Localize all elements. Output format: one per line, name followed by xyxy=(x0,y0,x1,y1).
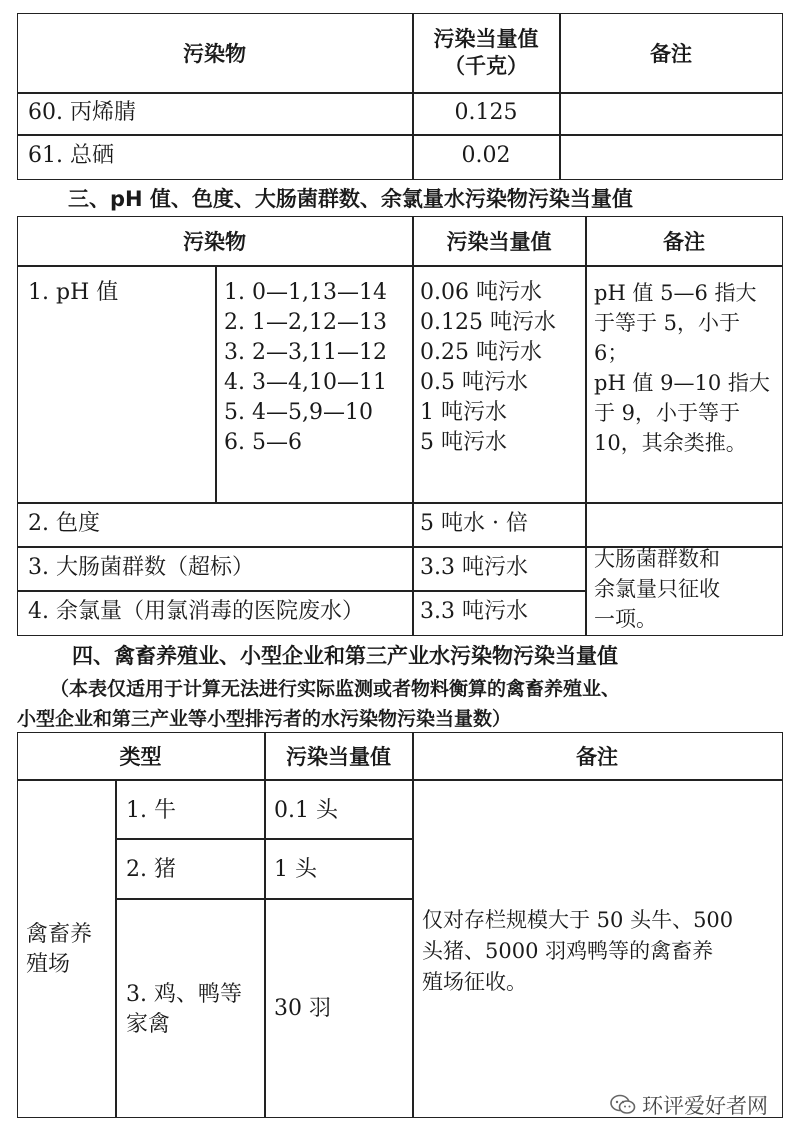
row-value: 0.02 xyxy=(461,143,511,168)
category-livestock-farm: 禽畜养 殖场 xyxy=(26,922,93,977)
divider xyxy=(17,92,783,94)
livestock-note: 仅对存栏规模大于 50 头牛、500 头猪、5000 羽鸡鸭等的禽畜养 殖场征收。 xyxy=(422,908,734,994)
divider xyxy=(17,134,783,136)
row-value: 30 羽 xyxy=(274,996,331,1021)
divider xyxy=(412,216,414,636)
row-value: 3.3 吨污水 xyxy=(420,555,528,580)
row-name: 2. 色度 xyxy=(28,511,100,536)
header-note: 备注 xyxy=(576,744,618,769)
ph-range: 6. 5—6 xyxy=(224,430,302,455)
row-name: 60. 丙烯腈 xyxy=(28,100,136,125)
watermark xyxy=(610,1090,768,1120)
shared-note: 大肠菌群数和 余氯量只征收 一项。 xyxy=(594,547,720,631)
ph-range: 4. 3—4,10—11 xyxy=(224,370,387,395)
row-name: 3. 鸡、鸭等 家禽 xyxy=(126,982,242,1037)
divider xyxy=(585,216,587,636)
ph-name: 1. pH 值 xyxy=(28,280,119,305)
ph-range: 1. 0—1,13—14 xyxy=(224,280,387,305)
ph-range: 3. 2—3,11—12 xyxy=(224,340,387,365)
section4-subtitle-line2: 小型企业和第三产业等小型排污者的水污染物污染当量数） xyxy=(17,708,512,730)
divider xyxy=(412,732,414,1118)
ph-value: 5 吨污水 xyxy=(420,430,507,455)
row-value: 3.3 吨污水 xyxy=(420,599,528,624)
row-name: 3. 大肠菌群数（超标） xyxy=(28,555,254,580)
divider xyxy=(17,546,585,548)
wechat-icon xyxy=(610,1094,636,1116)
header-pollutant: 污染物 xyxy=(183,229,246,254)
ph-note: pH 值 5—6 指大 于等于 5，小于 6； pH 值 9—10 指大 于 9，小于等于 10，其余类推。 xyxy=(594,281,770,455)
row-name: 4. 余氯量（用氯消毒的医院废水） xyxy=(28,599,364,624)
ph-range: 5. 4—5,9—10 xyxy=(224,400,373,425)
ph-value: 0.5 吨污水 xyxy=(420,370,528,395)
row-value: 0.125 xyxy=(454,100,518,125)
row-value: 1 头 xyxy=(274,857,317,882)
watermark-text: 环评爱好者网 xyxy=(642,1094,768,1118)
ph-values-list xyxy=(420,278,556,458)
divider xyxy=(17,779,783,781)
ph-ranges-list xyxy=(224,278,387,458)
header-note: 备注 xyxy=(650,41,692,66)
header-note: 备注 xyxy=(663,229,705,254)
section4-subtitle-line1: （本表仅适用于计算无法进行实际监测或者物料衡算的禽畜养殖业、 xyxy=(50,678,621,700)
ph-value: 1 吨污水 xyxy=(420,400,507,425)
ph-range: 2. 1—2,12—13 xyxy=(224,310,387,335)
divider xyxy=(17,590,585,592)
row-name: 1. 牛 xyxy=(126,798,176,823)
divider xyxy=(264,732,266,1118)
header-equivalent-value: 污染当量值 xyxy=(286,744,391,769)
header-type: 类型 xyxy=(119,744,162,769)
row-value: 0.1 头 xyxy=(274,798,338,823)
section4-title: 四、禽畜养殖业、小型企业和第三产业水污染物污染当量值 xyxy=(72,644,618,668)
row-name: 2. 猪 xyxy=(126,857,176,882)
header-pollutant: 污染物 xyxy=(183,41,246,66)
ph-value: 0.125 吨污水 xyxy=(420,310,556,335)
divider xyxy=(17,502,783,504)
header-equivalent-value: 污染当量值 xyxy=(446,229,552,254)
section3-title: 三、pH 值、色度、大肠菌群数、余氯量水污染物污染当量值 xyxy=(68,187,633,211)
divider xyxy=(215,265,217,503)
divider xyxy=(17,265,783,267)
ph-value: 0.25 吨污水 xyxy=(420,340,542,365)
divider xyxy=(115,779,117,1118)
ph-value: 0.06 吨污水 xyxy=(420,280,542,305)
row-value: 5 吨水 · 倍 xyxy=(420,511,528,536)
row-name: 61. 总硒 xyxy=(28,143,114,168)
header-equivalent-value: 污染当量值 （千克） xyxy=(433,26,539,78)
